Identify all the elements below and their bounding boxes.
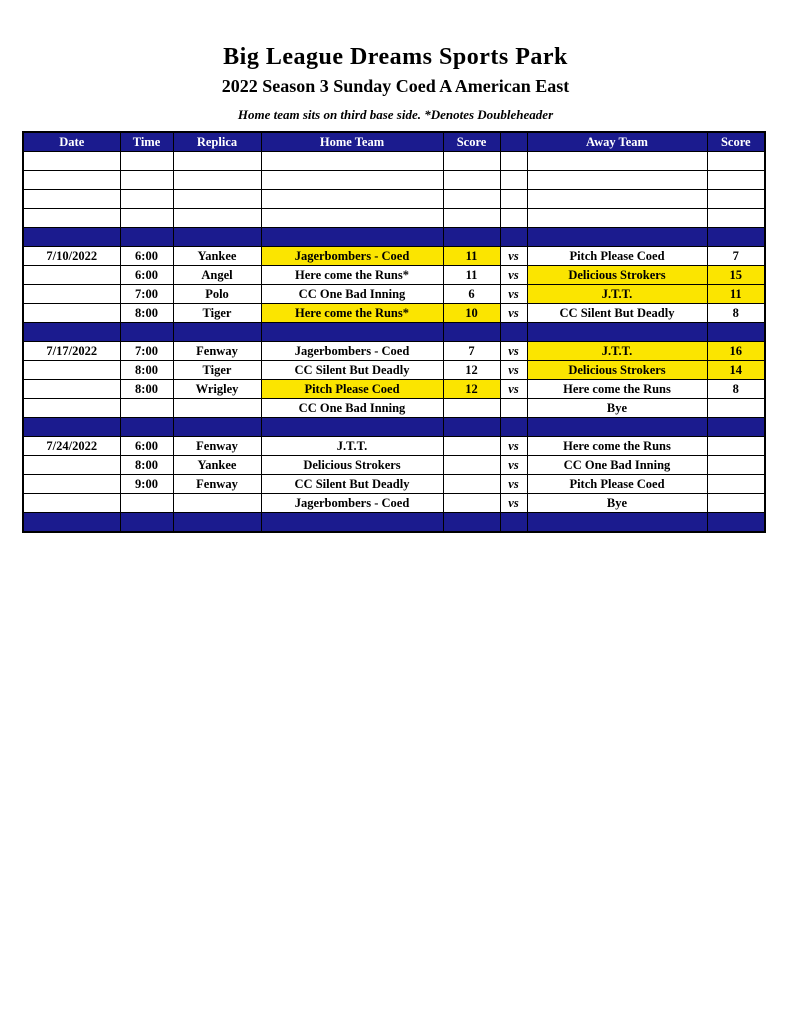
away-team-cell: CC One Bad Inning xyxy=(527,456,707,475)
vs-cell xyxy=(500,399,527,418)
away-score-cell xyxy=(707,152,765,171)
replica-cell: Fenway xyxy=(173,342,261,361)
away-score-cell xyxy=(707,475,765,494)
column-header-home-team: Home Team xyxy=(261,132,443,152)
time-cell: 6:00 xyxy=(120,266,173,285)
vs-cell: vs xyxy=(500,456,527,475)
empty-row xyxy=(23,209,765,228)
separator-row xyxy=(23,418,765,437)
replica-cell: Yankee xyxy=(173,456,261,475)
home-score-cell xyxy=(443,494,500,513)
away-score-cell: 14 xyxy=(707,361,765,380)
away-score-cell: 15 xyxy=(707,266,765,285)
away-score-cell: 8 xyxy=(707,380,765,399)
replica-cell: Tiger xyxy=(173,361,261,380)
column-header-date: Date xyxy=(23,132,120,152)
away-team-cell xyxy=(527,513,707,533)
away-team-cell xyxy=(527,190,707,209)
vs-cell: vs xyxy=(500,247,527,266)
time-cell: 9:00 xyxy=(120,475,173,494)
time-cell xyxy=(120,228,173,247)
time-cell xyxy=(120,513,173,533)
vs-cell xyxy=(500,228,527,247)
away-team-cell: Pitch Please Coed xyxy=(527,475,707,494)
date-cell: 7/24/2022 xyxy=(23,437,120,456)
time-cell xyxy=(120,323,173,342)
away-team-cell xyxy=(527,323,707,342)
date-cell xyxy=(23,190,120,209)
time-cell: 6:00 xyxy=(120,437,173,456)
away-score-cell xyxy=(707,494,765,513)
home-score-cell xyxy=(443,475,500,494)
replica-cell: Wrigley xyxy=(173,380,261,399)
empty-row xyxy=(23,171,765,190)
away-score-cell: 8 xyxy=(707,304,765,323)
home-score-cell xyxy=(443,228,500,247)
home-score-cell xyxy=(443,171,500,190)
home-score-cell xyxy=(443,399,500,418)
vs-cell: vs xyxy=(500,380,527,399)
page-title: Big League Dreams Sports Park xyxy=(223,44,568,70)
home-team-cell: CC Silent But Deadly xyxy=(261,361,443,380)
time-cell xyxy=(120,190,173,209)
away-team-cell xyxy=(527,228,707,247)
home-team-cell: Jagerbombers - Coed xyxy=(261,494,443,513)
home-score-cell xyxy=(443,437,500,456)
home-score-cell xyxy=(443,513,500,533)
home-score-cell: 12 xyxy=(443,361,500,380)
home-score-cell: 11 xyxy=(443,266,500,285)
away-score-cell xyxy=(707,209,765,228)
replica-cell: Yankee xyxy=(173,247,261,266)
home-team-cell: CC One Bad Inning xyxy=(261,399,443,418)
away-team-cell xyxy=(527,152,707,171)
vs-cell xyxy=(500,323,527,342)
page-subtitle: 2022 Season 3 Sunday Coed A American East xyxy=(221,76,570,96)
game-row xyxy=(23,494,765,513)
game-row xyxy=(23,399,765,418)
away-team-cell: Pitch Please Coed xyxy=(527,247,707,266)
replica-cell xyxy=(173,418,261,437)
replica-cell xyxy=(173,323,261,342)
separator-row xyxy=(23,228,765,247)
home-score-cell xyxy=(443,209,500,228)
column-header-away-team: Away Team xyxy=(527,132,707,152)
away-team-cell: Bye xyxy=(527,494,707,513)
away-team-cell xyxy=(527,418,707,437)
vs-cell: vs xyxy=(500,494,527,513)
game-row xyxy=(23,380,765,399)
home-team-cell xyxy=(261,171,443,190)
vs-cell xyxy=(500,209,527,228)
table-header-row xyxy=(23,132,765,152)
away-team-cell: Delicious Strokers xyxy=(527,266,707,285)
column-header-away-score: Score xyxy=(707,132,765,152)
time-cell: 7:00 xyxy=(120,285,173,304)
date-cell xyxy=(23,513,120,533)
home-team-cell xyxy=(261,323,443,342)
home-team-cell xyxy=(261,418,443,437)
away-score-cell xyxy=(707,418,765,437)
column-header-home-score: Score xyxy=(443,132,500,152)
time-cell xyxy=(120,152,173,171)
date-cell xyxy=(23,266,120,285)
home-team-cell: CC One Bad Inning xyxy=(261,285,443,304)
column-header-time: Time xyxy=(120,132,173,152)
away-team-cell: CC Silent But Deadly xyxy=(527,304,707,323)
game-row xyxy=(23,437,765,456)
column-header-vs xyxy=(500,132,527,152)
date-cell xyxy=(23,285,120,304)
date-cell xyxy=(23,399,120,418)
replica-cell xyxy=(173,399,261,418)
empty-row xyxy=(23,190,765,209)
home-team-cell: Delicious Strokers xyxy=(261,456,443,475)
replica-cell: Fenway xyxy=(173,437,261,456)
game-row xyxy=(23,247,765,266)
away-team-cell xyxy=(527,171,707,190)
away-score-cell: 16 xyxy=(707,342,765,361)
vs-cell: vs xyxy=(500,361,527,380)
home-team-cell xyxy=(261,190,443,209)
replica-cell: Tiger xyxy=(173,304,261,323)
home-team-cell: CC Silent But Deadly xyxy=(261,475,443,494)
home-team-cell: J.T.T. xyxy=(261,437,443,456)
vs-cell: vs xyxy=(500,475,527,494)
away-score-cell: 11 xyxy=(707,285,765,304)
time-cell xyxy=(120,171,173,190)
vs-cell: vs xyxy=(500,437,527,456)
time-cell xyxy=(120,209,173,228)
away-team-cell: Delicious Strokers xyxy=(527,361,707,380)
date-cell xyxy=(23,418,120,437)
home-score-cell xyxy=(443,323,500,342)
time-cell: 8:00 xyxy=(120,361,173,380)
away-team-cell: Here come the Runs xyxy=(527,380,707,399)
away-team-cell xyxy=(527,209,707,228)
date-cell xyxy=(23,304,120,323)
away-score-cell xyxy=(707,513,765,533)
schedule-table xyxy=(22,131,766,533)
away-team-cell: Bye xyxy=(527,399,707,418)
vs-cell: vs xyxy=(500,304,527,323)
vs-cell xyxy=(500,190,527,209)
replica-cell xyxy=(173,494,261,513)
time-cell: 8:00 xyxy=(120,456,173,475)
time-cell: 7:00 xyxy=(120,342,173,361)
away-score-cell xyxy=(707,456,765,475)
date-cell: 7/10/2022 xyxy=(23,247,120,266)
vs-cell xyxy=(500,171,527,190)
separator-row xyxy=(23,513,765,533)
home-score-cell: 7 xyxy=(443,342,500,361)
date-cell: 7/17/2022 xyxy=(23,342,120,361)
replica-cell xyxy=(173,513,261,533)
home-team-cell xyxy=(261,513,443,533)
game-row xyxy=(23,266,765,285)
column-header-replica: Replica xyxy=(173,132,261,152)
replica-cell xyxy=(173,171,261,190)
date-cell xyxy=(23,171,120,190)
date-cell xyxy=(23,209,120,228)
home-team-cell xyxy=(261,152,443,171)
away-score-cell xyxy=(707,399,765,418)
home-score-cell xyxy=(443,456,500,475)
time-cell: 8:00 xyxy=(120,380,173,399)
home-score-cell xyxy=(443,190,500,209)
date-cell xyxy=(23,475,120,494)
empty-row xyxy=(23,152,765,171)
time-cell xyxy=(120,418,173,437)
away-team-cell: Here come the Runs xyxy=(527,437,707,456)
time-cell xyxy=(120,399,173,418)
home-score-cell: 10 xyxy=(443,304,500,323)
date-cell xyxy=(23,380,120,399)
date-cell xyxy=(23,361,120,380)
game-row xyxy=(23,361,765,380)
separator-row xyxy=(23,323,765,342)
date-cell xyxy=(23,456,120,475)
vs-cell: vs xyxy=(500,342,527,361)
away-team-cell: J.T.T. xyxy=(527,342,707,361)
date-cell xyxy=(23,494,120,513)
vs-cell xyxy=(500,513,527,533)
home-score-cell: 6 xyxy=(443,285,500,304)
vs-cell xyxy=(500,152,527,171)
date-cell xyxy=(23,152,120,171)
time-cell: 8:00 xyxy=(120,304,173,323)
away-score-cell xyxy=(707,171,765,190)
game-row xyxy=(23,285,765,304)
replica-cell: Polo xyxy=(173,285,261,304)
game-row xyxy=(23,304,765,323)
home-team-cell: Jagerbombers - Coed xyxy=(261,247,443,266)
home-score-cell: 11 xyxy=(443,247,500,266)
replica-cell xyxy=(173,152,261,171)
away-score-cell xyxy=(707,323,765,342)
vs-cell xyxy=(500,418,527,437)
replica-cell xyxy=(173,209,261,228)
date-cell xyxy=(23,228,120,247)
schedule-note: Home team sits on third base side. *Denotes Doubleheader xyxy=(237,107,554,122)
replica-cell: Fenway xyxy=(173,475,261,494)
home-team-cell: Here come the Runs* xyxy=(261,266,443,285)
away-score-cell xyxy=(707,437,765,456)
home-score-cell: 12 xyxy=(443,380,500,399)
game-row xyxy=(23,456,765,475)
replica-cell xyxy=(173,228,261,247)
time-cell: 6:00 xyxy=(120,247,173,266)
home-score-cell xyxy=(443,418,500,437)
away-score-cell xyxy=(707,190,765,209)
replica-cell xyxy=(173,190,261,209)
away-score-cell: 7 xyxy=(707,247,765,266)
home-team-cell: Pitch Please Coed xyxy=(261,380,443,399)
vs-cell: vs xyxy=(500,266,527,285)
game-row xyxy=(23,342,765,361)
home-team-cell: Here come the Runs* xyxy=(261,304,443,323)
date-cell xyxy=(23,323,120,342)
home-score-cell xyxy=(443,152,500,171)
game-row xyxy=(23,475,765,494)
time-cell xyxy=(120,494,173,513)
home-team-cell xyxy=(261,228,443,247)
vs-cell: vs xyxy=(500,285,527,304)
away-score-cell xyxy=(707,228,765,247)
replica-cell: Angel xyxy=(173,266,261,285)
away-team-cell: J.T.T. xyxy=(527,285,707,304)
home-team-cell xyxy=(261,209,443,228)
home-team-cell: Jagerbombers - Coed xyxy=(261,342,443,361)
